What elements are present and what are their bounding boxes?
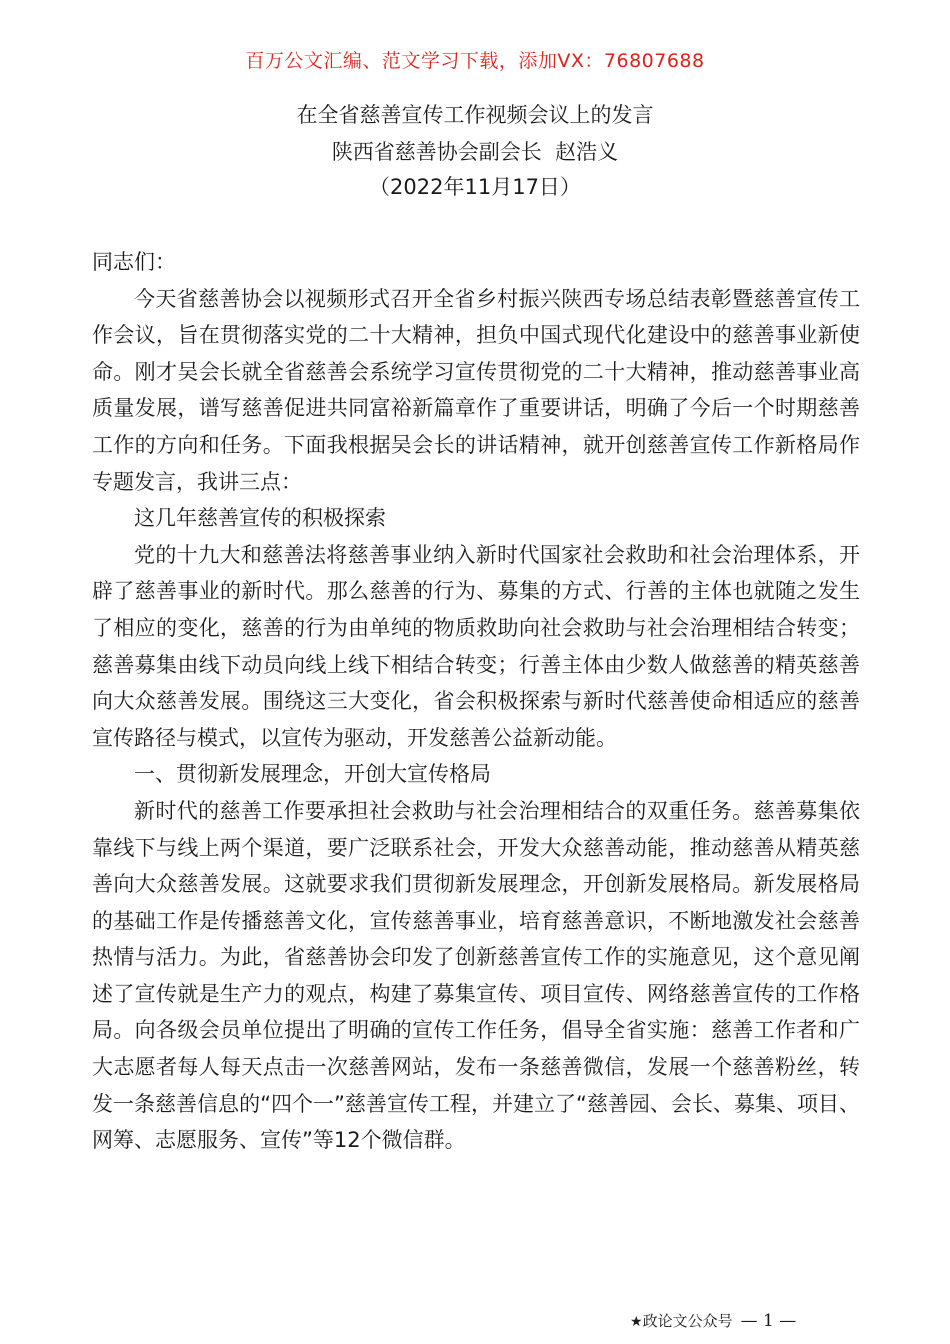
speaker-line: 陕西省慈善协会副会长 赵浩义 (331, 140, 619, 164)
speech-date: （2022年11月17日） (369, 175, 581, 199)
section-heading-exploration: 这几年慈善宣传的积极探索 (134, 506, 386, 531)
watermark-banner: 百万公文汇编、范文学习下载，添加VX：76807688 (245, 50, 705, 72)
speech-title: 在全省慈善宣传工作视频会议上的发言 (296, 103, 654, 127)
paragraph-section-1: 新时代的慈善工作要承担社会救助与社会治理相结合的双重任务。慈善募集依靠线下与线上两个渠道，要广泛联系社会，开发大众慈善动能，推动慈善从精英慈善向大众慈善发展。这就要求我们贯彻新发展理念，开创新发展格局。新发展格局的基础工作是传播慈善文化，宣传慈善事业，培育慈善意识，不断地激发社会慈善热情与活力。为此，省慈善协会印发了创新慈善宣传工作的实施意见，这个意见阐述了宣传就是生产力的观点，构建了募集宣传、项目宣传、网络慈善宣传的工作格局。向各级会员单位提出了明确的宣传工作任务，倡导全省实施：慈善工作者和广大志愿者每人每天点击一次慈善网站，发布一条慈善微信，发展一个慈善粉丝，转发一条慈善信息的“四个一”慈善宣传工程，并建立了“慈善园、会长、募集、项目、网筹、志愿服务、宣传”等12个微信群。 (92, 798, 860, 1153)
paragraph-intro: 今天省慈善协会以视频形式召开全省乡村振兴陕西专场总结表彰暨慈善宣传工作会议，旨在贯彻落实党的二十大精神，担负中国式现代化建设中的慈善事业新使命。刚才吴会长就全省慈善会系统学习宣传贯彻党的二十大精神，推动慈善事业高质量发展，谱写慈善促进共同富裕新篇章作了重要讲话，明确了今后一个时期慈善工作的方向和任务。下面我根据吴会长的讲话精神，就开创慈善宣传工作新格局作专题发言，我讲三点： (92, 286, 860, 494)
page-number: — 1 — (740, 1311, 797, 1331)
star-icon: ★ (630, 1314, 643, 1330)
document-body (92, 244, 860, 1159)
section-heading-1: 一、贯彻新发展理念，开创大宣传格局 (134, 762, 491, 787)
paragraph-exploration: 党的十九大和慈善法将慈善事业纳入新时代国家社会救助和社会治理体系，开辟了慈善事业的新时代。那么慈善的行为、募集的方式、行善的主体也就随之发生了相应的变化，慈善的行为由单纯的物质救助向社会救助与社会治理相结合转变；慈善募集由线下动员向线上线下相结合转变；行善主体由少数人做慈善的精英慈善向大众慈善发展。围绕这三大变化，省会积极探索与新时代慈善使命相适应的慈善宣传路径与模式，以宣传为驱动，开发慈善公益新动能。 (92, 542, 860, 750)
salutation: 同志们： (92, 250, 176, 274)
page-footer (630, 1310, 796, 1331)
footer-source: 政论文公众号 (642, 1312, 733, 1330)
